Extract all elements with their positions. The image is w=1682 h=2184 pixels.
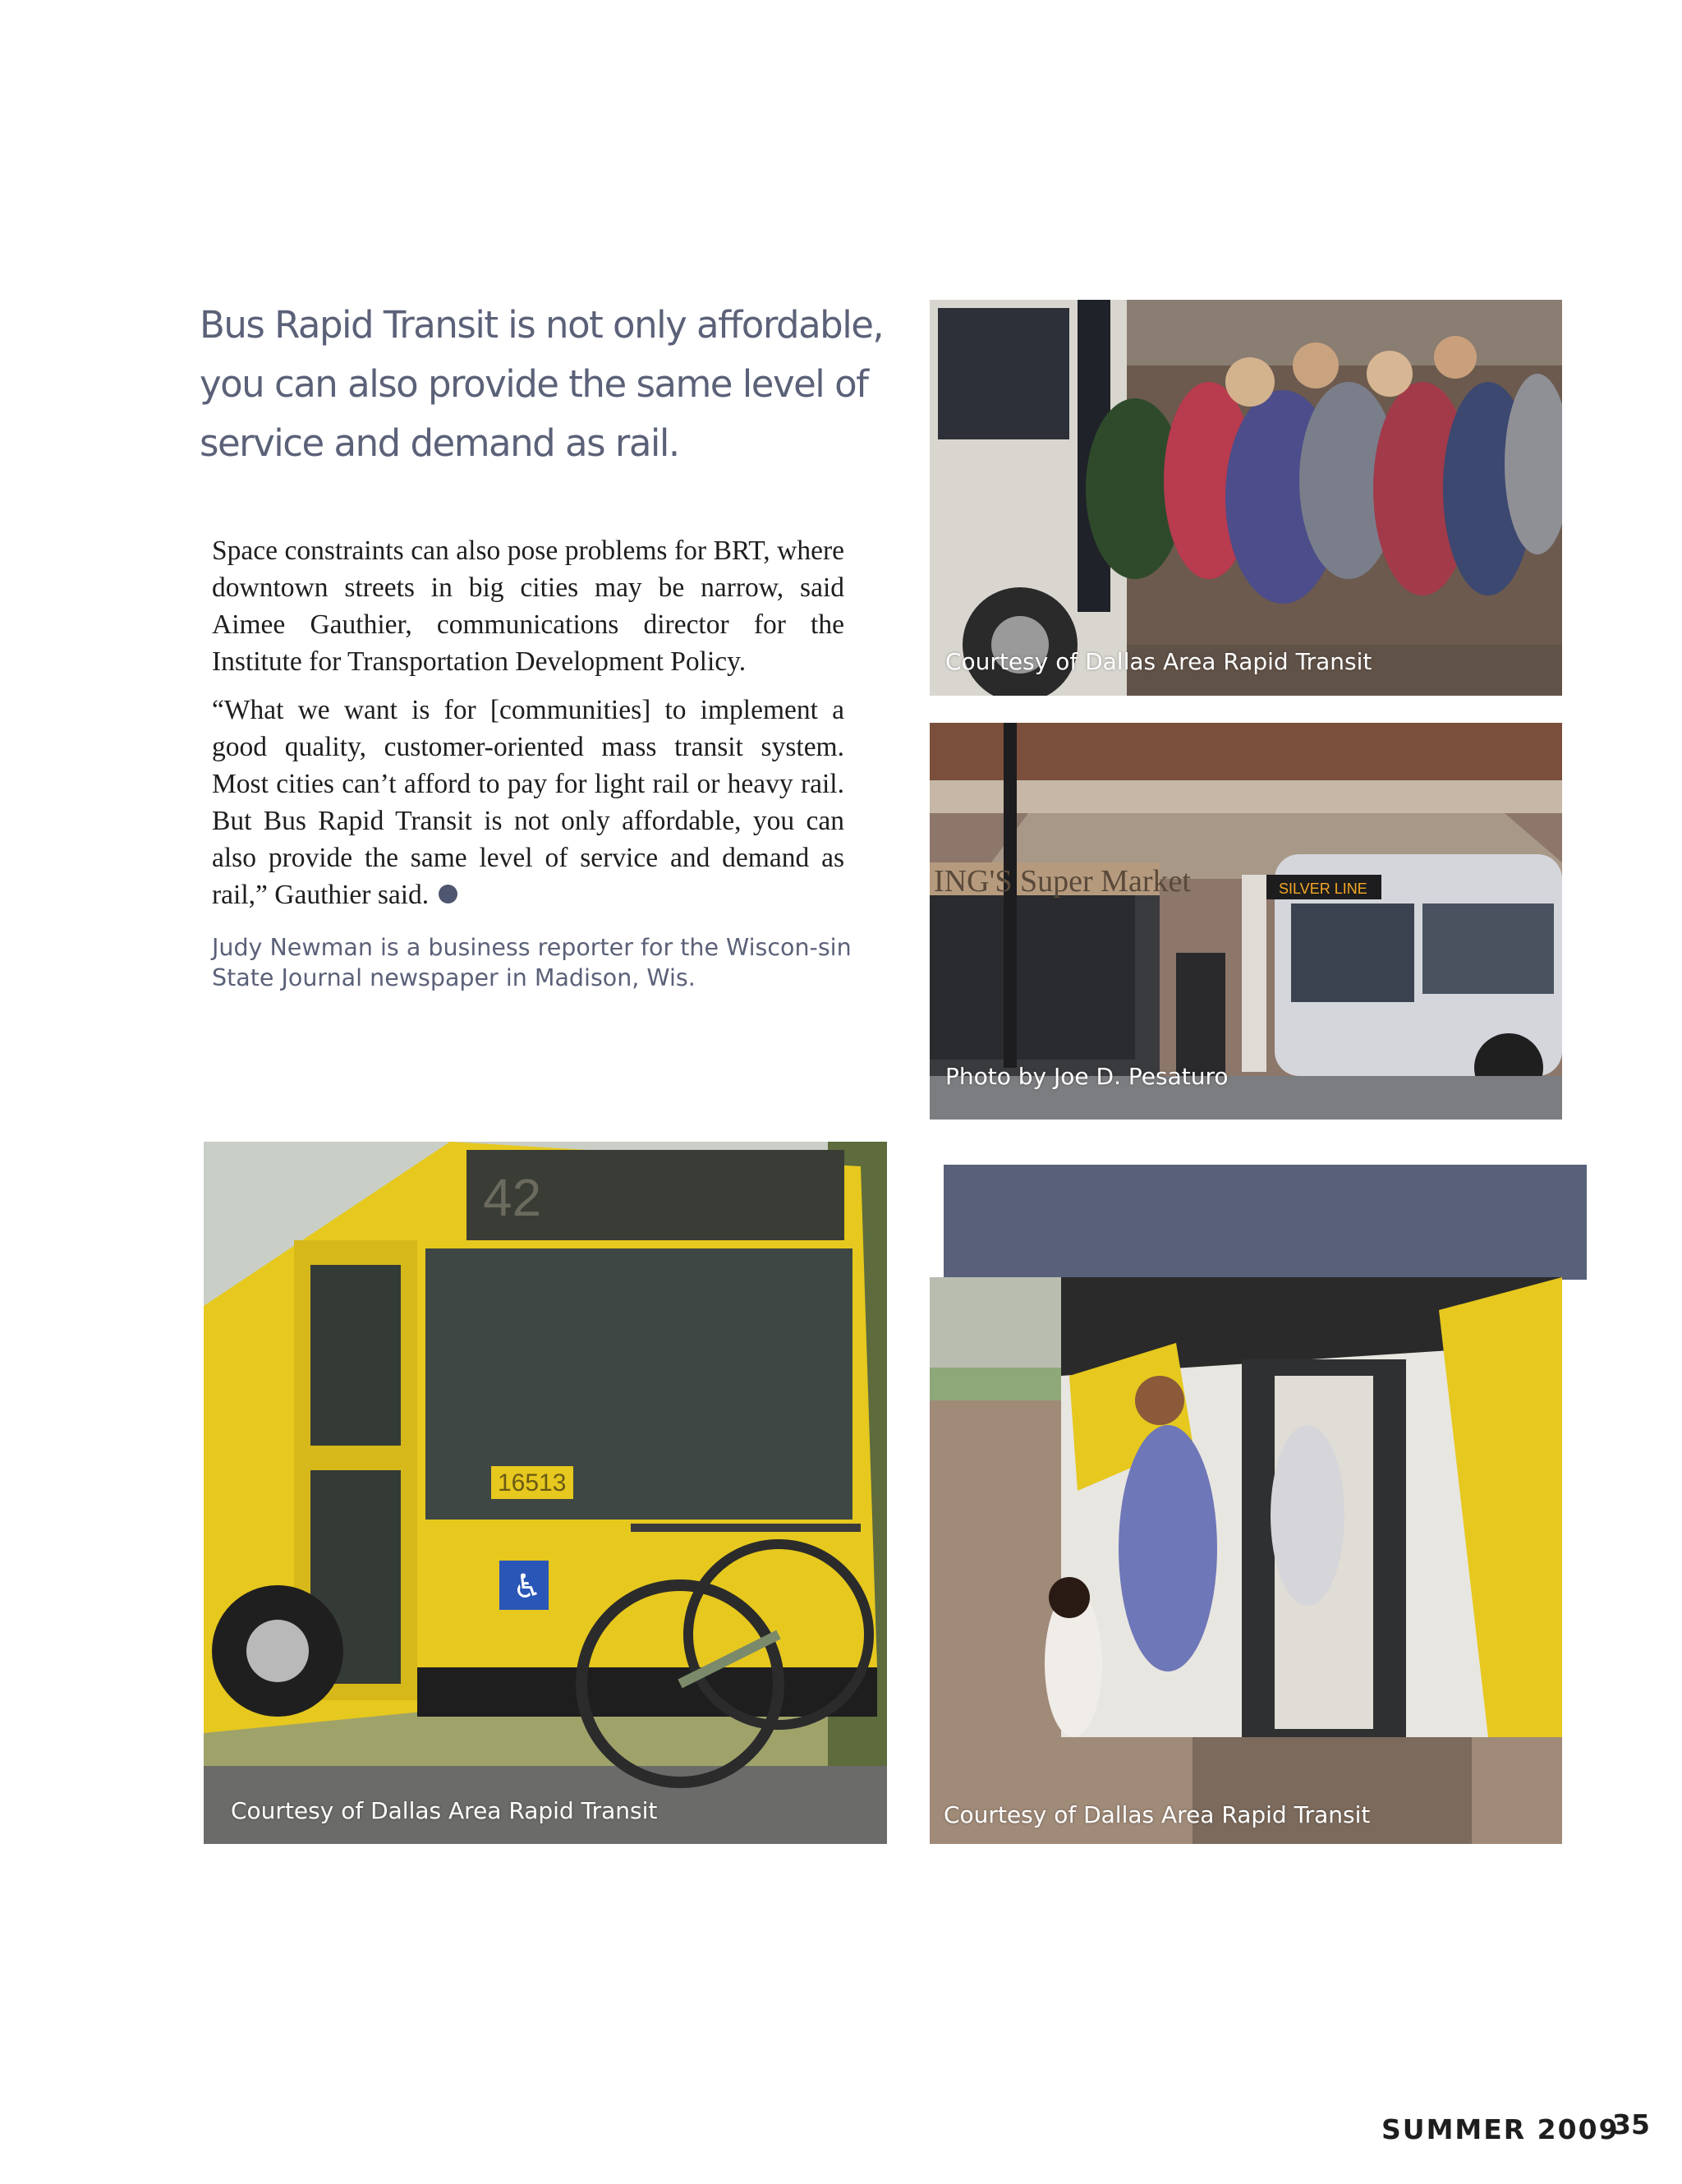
photo-silver-line-bus xyxy=(930,723,1562,1120)
photo-caption: Photo by Joe D. Pesaturo xyxy=(945,1063,1229,1090)
photo-crowd-boarding xyxy=(930,300,1562,696)
photo-caption: Courtesy of Dallas Area Rapid Transit xyxy=(231,1797,658,1824)
photo-crowd-boarding-image xyxy=(930,300,1562,696)
accent-panel xyxy=(944,1165,1587,1280)
pull-quote: Bus Rapid Transit is not only affordable, you can also provide the same level of service and demand as rail. xyxy=(200,303,884,465)
bus-destination-sign: SILVER LINE xyxy=(1279,880,1367,897)
photo-caption: Courtesy of Dallas Area Rapid Transit xyxy=(944,1801,1371,1828)
end-of-article-icon xyxy=(439,885,457,903)
route-number: 42 xyxy=(483,1168,542,1227)
issue-label: SUMMER 2009 xyxy=(1381,2113,1620,2145)
photo-yellow-bus-image xyxy=(204,1142,887,1844)
article-paragraph: Space constraints can also pose problems for BRT, where downtown streets in big cities may be narrow, said Aimee Gauthier, communications director for the Institute for Transportation Development Policy. xyxy=(212,536,844,677)
article-body xyxy=(212,532,844,925)
article-paragraph xyxy=(212,692,844,913)
article-paragraph-text: “What we want is for [communities] to implement a good quality, customer-oriented mass transit system. Most cities can’t afford to pay for light rail or heavy rail. But Bus Rapid Transit is not only affordable, you can also provide the same level of service and demand as rail,” Gauthier said. xyxy=(212,695,844,910)
photo-silver-line-image xyxy=(930,723,1562,1120)
photo-yellow-bus-bike-rack xyxy=(204,1142,887,1844)
photo-mother-child-image xyxy=(930,1277,1562,1844)
store-sign: ING'S Super Market xyxy=(934,864,1191,899)
photo-mother-child-boarding xyxy=(930,1277,1562,1844)
accessibility-icon: ♿ xyxy=(512,1568,542,1606)
author-bio: Judy Newman is a business reporter for the Wiscon-sin State Journal newspaper in Madison, Wis. xyxy=(212,934,852,991)
photo-caption: Courtesy of Dallas Area Rapid Transit xyxy=(945,648,1372,675)
bus-number: 16513 xyxy=(498,1469,567,1497)
page-number: 35 xyxy=(1612,2108,1650,2140)
